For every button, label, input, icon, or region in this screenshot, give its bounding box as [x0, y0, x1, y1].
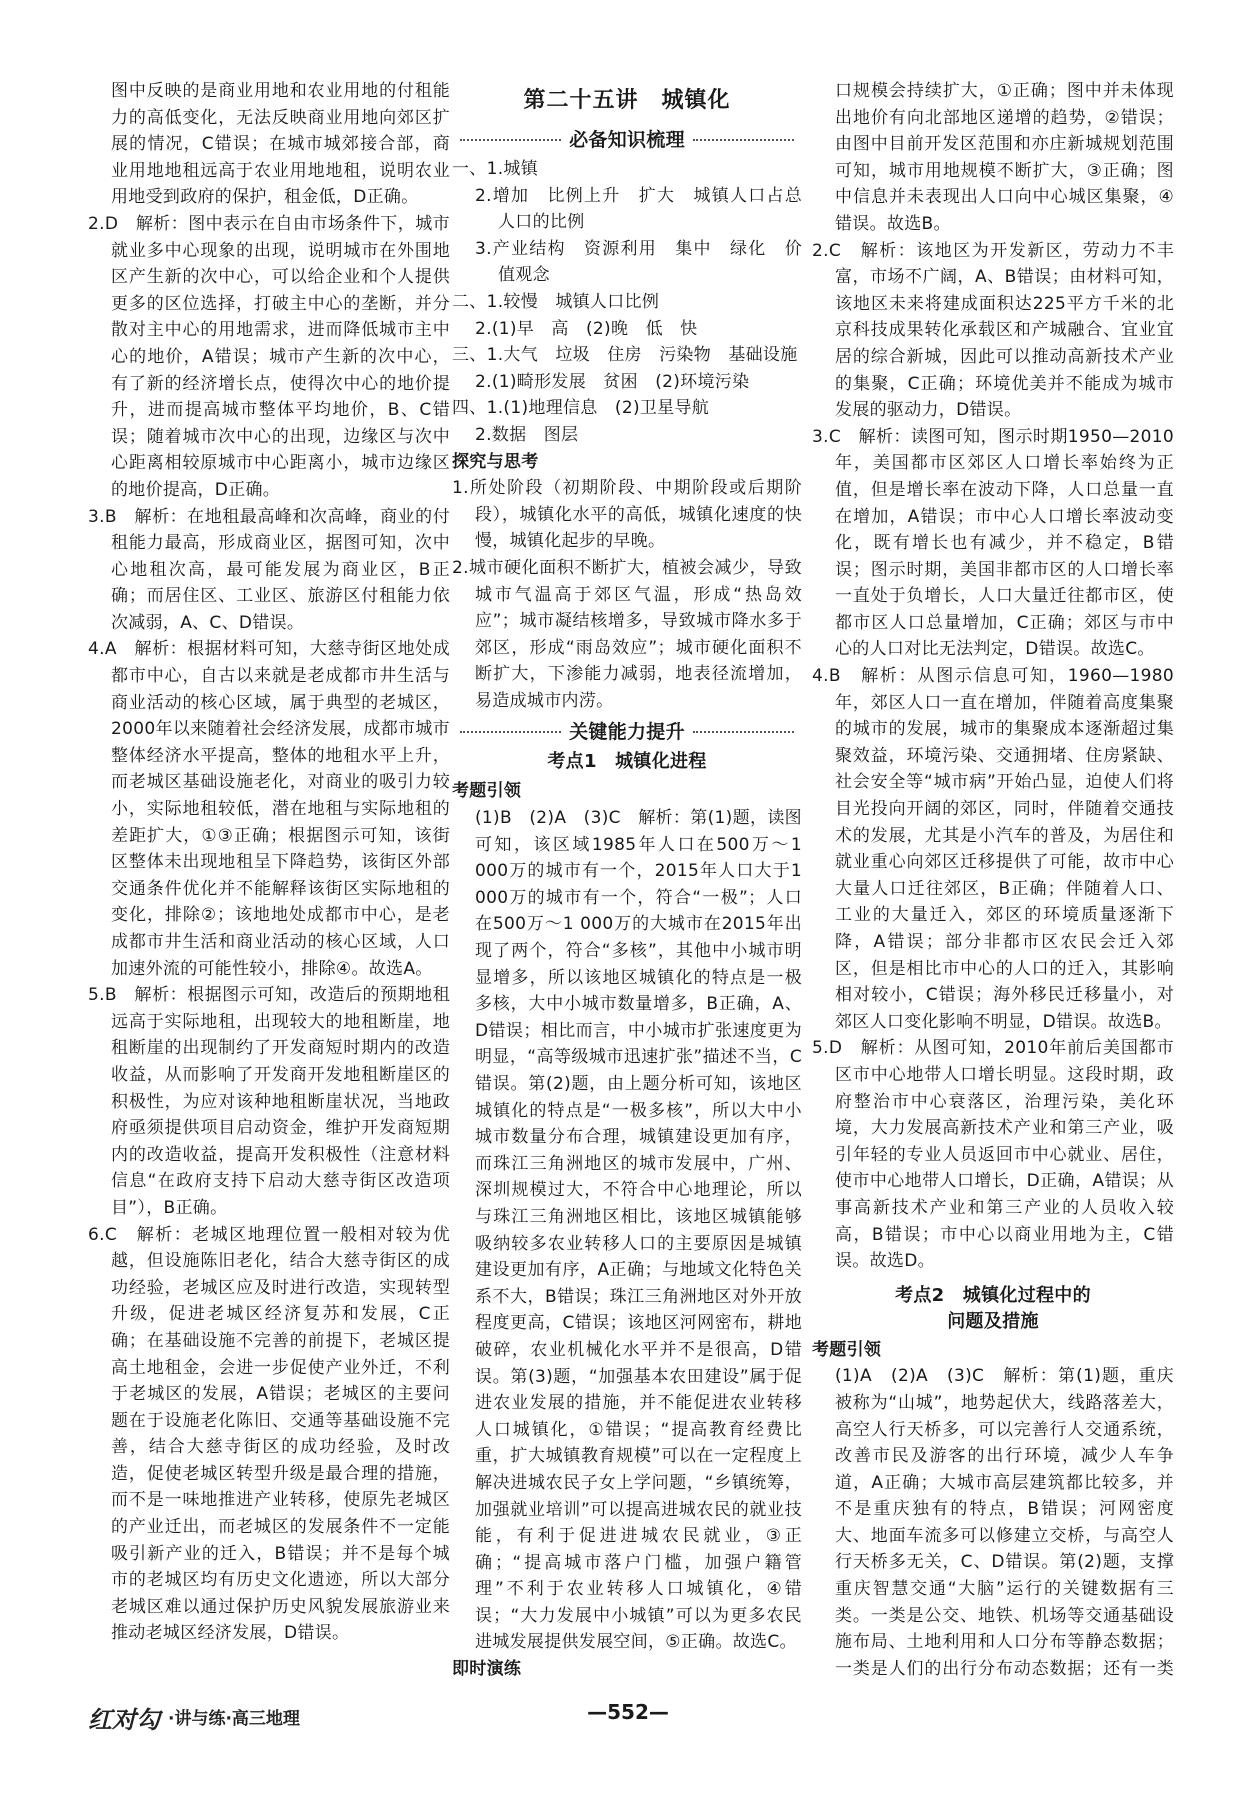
knowledge-line: 3.产业结构 资源利用 集中 绿化 价值观念 — [475, 238, 802, 286]
column-right — [812, 78, 1174, 1678]
topic-title-line: 问题及措施 — [947, 1310, 1039, 1332]
knowledge-line: 2.数据 图层 — [475, 424, 579, 445]
exam-answer: (1)B (2)A (3)C 解析：第(1)题，读图可知，该区域1985年人口在500万～1 000万的城市有一个，2015年人口大于1 000万的城市有一个，符合“一极”；人口在500万～1 000万的大城市在2015年出现了两个，符合“多核”，其他中小城市明显增多，所以该地区城镇化的特点是一极多核，大中小城市数量增多，B正确，A、D错误；相比而言，中小城市扩张速度更为明显，“高等级城市迅速扩张”描述不当，C错误。第(2)题，由上题分析可知，该地区城镇化的特点是“一极多核”，所以大中小城市数量分布合理，城镇建设更加有序，而珠江三角洲地区的城市发展中，广州、深圳规模过大，不符合中心地理论，所以与珠江三角洲地区相比，该地区城镇能够吸纳较多农业转移人口的主要原因是城镇建设更加有序，A正确；与地域文化特色关系不大，B错误；珠江三角洲地区对外开放程度更高，C错误；该地区河网密布，耕地破碎，农业机械化水平并不是很高，D错误。第(3)题，“加强基本农田建设”属于促进农业发展的措施，并不能促进农业转移人口城镇化，①错误；“提高教育经费比重，扩大城镇教育规模”可以在一定程度上解决进城农民子女上学问题，“乡镇统筹，加强就业培训”可以提高进城农民的就业技能，有利于促进进城农民就业，③正确；“提高城市落户门槛，加强户籍管理”不利于农业转移人口城镇化，④错误；“大力发展中小城镇”可以为更多农民进城发展提供发展空间，⑤正确。故选C。 — [475, 808, 802, 1653]
topic-title: 考点1 城镇化进程 — [547, 751, 707, 773]
lecture-title: 第二十五讲 城镇化 — [523, 88, 731, 113]
section-header-ability — [452, 718, 802, 746]
answer-3: 3.B 解析：在地租最高峰和次高峰，商业的付租能力最高，形成商业区，据图可知，次中心地租次高，最可能发展为商业区，B正确；而居住区、工业区、旅游区付租能力依次减弱，A、C、D错误。 — [88, 506, 450, 633]
subheading-explore: 探究与思考 — [452, 451, 539, 472]
answer-2: 2.D 解析：图中表示在自由市场条件下，城市就业多中心现象的出现，说明城市在外围地区产生新的次中心，可以给企业和个人提供更多的区位选择，打破主中心的垄断，并分散对主中心的用地需求，进而降低城市主中心的地价，A错误；城市产生新的次中心，有了新的经济增长点，使得次中心的地价提升，进而提高城市整体平均地价，B、C错误；随着城市次中心的出现，边缘区与次中心距离相较原城市中心距离小，城市边缘区的地价提高，D正确。 — [88, 213, 450, 500]
series-title: ·讲与练·高三地理 — [168, 1709, 300, 1729]
knowledge-line: 一、1.城镇 — [452, 159, 539, 179]
answer-2: 2.C 解析：该地区为开发新区，劳动力不丰富，市场不广阔，A、B错误；由材料可知，该地区未来将建成面积达225平方千米的北京科技成果转化承载区和产城融合、宜业宜居的综合新城，因此可以推动高新技术产业的集聚，C正确；环境优美并不能成为城市发展的驱动力，D错误。 — [812, 240, 1174, 421]
knowledge-line: 三、1.大气 垃圾 住房 污染物 基础设施 — [452, 345, 798, 366]
knowledge-line: 二、1.较慢 城镇人口比例 — [452, 291, 660, 312]
dotted-rule — [460, 139, 561, 141]
column-middle — [452, 78, 802, 1678]
knowledge-line: 2.(1)早 高 (2)晚 低 快 — [475, 318, 698, 339]
page-number: —552— — [587, 1700, 669, 1724]
answer-3: 3.C 解析：读图可知，图示时期1950—2010年，美国都市区郊区人口增长率始终为正值，但是增长率在波动下降，人口总量一直在增加，A错误；市中心人口增长率波动变化，既有增长也有减少，并不稳定，B错误；图示时期，美国非都市区的人口增长率一直处于负增长，人口大量迁往都市区，使都市区人口总量增加，C正确；郊区与市中心的人口对比无法判定，D错误。故选C。 — [812, 426, 1174, 660]
explore-answer: 2.城市硬化面积不断扩大，植被会减少，导致城市气温高于郊区气温，形成“热岛效应”；城市凝结核增多，导致城市降水多于郊区，形成“雨岛效应”；城市硬化面积不断扩大，下渗能力减弱，地表径流增加，易造成城市内涝。 — [452, 557, 802, 711]
explore-answer: 1.所处阶段（初期阶段、中期阶段或后期阶段），城镇化水平的高低，城镇化速度的快慢，城镇化起步的早晚。 — [452, 478, 802, 552]
dotted-rule — [693, 139, 794, 141]
knowledge-line: 2.增加 比例上升 扩大 城镇人口占总人口的比例 — [475, 185, 802, 233]
answer-6: 6.C 解析：老城区地理位置一般相对较为优越，但设施陈旧老化，结合大慈寺街区的成功经验，老城区应及时进行改造，实现转型升级，促进老城区经济复苏和发展，C正确；在基础设施不完善的前提下，老城区提高土地租金，会进一步促使产业外迁，不利于老城区的发展，A错误；老城区的主要问题在于设施老化陈旧、交通等基础设施不完善，结合大慈寺街区的成功经验，及时改造，促使老城区转型升级是最合理的措施，而不是一味地推进产业转移，使原先老城区的产业迁出，而老城区的发展条件不一定能吸引新产业的迁入，B错误；并不是每个城市的老城区均有历史文化遗迹，所以大部分老城区难以通过保护历史风貌发展旅游业来推动老城区经济发展，D错误。 — [88, 1224, 450, 1644]
knowledge-line: 四、1.(1)地理信息 (2)卫星导航 — [452, 398, 710, 419]
subheading-exam: 考题引领 — [452, 781, 522, 802]
topic-title — [812, 1283, 1174, 1335]
subheading-practice: 即时演练 — [452, 1659, 522, 1678]
answer-text: 图中反映的是商业用地和农业用地的付租能力的高低变化，无法反映商业用地向郊区扩展的情况，C错误；在城市城郊接合部，商业用地地租远高于农业用地地租，说明农业用地受到政府的保护，租金低，D正确。 — [111, 81, 450, 208]
footer — [88, 1700, 1174, 1734]
topic-title-line: 考点2 城镇化过程中的 — [895, 1284, 1091, 1306]
column-left — [88, 78, 450, 1678]
knowledge-line: 2.(1)畸形发展 贫困 (2)环境污染 — [475, 371, 750, 392]
answer-5: 5.D 解析：从图可知，2010年前后美国都市区市中心地带人口增长明显。这段时期，政府整治市中心衰落区，治理污染，美化环境，大力发展高新技术产业和第三产业，吸引年轻的专业人员返回市中心就业、居住，使市中心地带人口增长，D正确，A错误；从事高新技术产业和第三产业的人员收入较高，B错误；市中心以商业用地为主，C错误。故选D。 — [812, 1038, 1174, 1272]
brand-logo: 红对勾 — [88, 1705, 160, 1734]
section-header-knowledge — [452, 126, 802, 154]
answer-5: 5.B 解析：根据图示可知，改造后的预期地租远高于实际地租，出现较大的地租断崖，地租断崖的出现制约了开发商短时期内的改造收益，从而影响了开发商开发地租断崖区的积极性，为应对该种地租断崖状况，当地政府亟须提供项目启动资金，维护开发商短期内的改造收益，提高开发积极性（注意材料信息“在政府支持下启动大慈寺街区改造项目”），B正确。 — [88, 985, 450, 1218]
answer-4: 4.A 解析：根据材料可知，大慈寺街区地处成都市中心，自古以来就是老成都市井生活与商业活动的核心区域，属于典型的老城区，2000年以来随着社会经济发展，成都市城市整体经济水平提高，整体的地租水平上升，而老城区基础设施老化，对商业的吸引力较小，实际地租较低，潜在地租与实际地租的差距扩大，①③正确；根据图示可知，该街区整体未出现地租呈下降趋势，该街区外部交通条件优化并不能解释该街区实际地租的变化，排除②；该地地处成都市中心，是老成都市井生活和商业活动的核心区域，人口加速外流的可能性较小，排除④。故选A。 — [88, 639, 450, 979]
dotted-rule — [460, 731, 561, 733]
exam-answer: (1)A (2)A (3)C 解析：第(1)题，重庆被称为“山城”，地势起伏大，线路落差大，高空人行天桥多，可以完善行人交通系统，改善市民及游客的出行环境，减少人车争道，A正确；大城市高层建筑都比较多，并不是重庆独有的特点，B错误；河网密度大、地面车流多可以修建立交桥，与高空人行天桥多无关，C、D错误。第(2)题，支撑重庆智慧交通“大脑”运行的关键数据有三类。一类是公交、地铁、机场等交通基础设施布局、土地利用和人口分布等静态数据；一类是人们的出行分布动态数据；还有一类 — [835, 1366, 1174, 1678]
answer-text: 口规模会持续扩大，①正确；图中并未体现出地价有向北部地区递增的趋势，②错误；由图中目前开发区范围和亦庄新城规划范围可知，城市用地规模不断扩大，③正确；图中信息并未表现出人口向中心城区集聚，④错误。故选B。 — [835, 81, 1174, 234]
subheading-exam: 考题引领 — [812, 1339, 882, 1360]
answer-4: 4.B 解析：从图示信息可知，1960—1980年，郊区人口一直在增加，伴随着高度集聚的城市的发展，城市的集聚成本逐渐超过集聚效益，环境污染、交通拥堵、住房紧缺、社会安全等“城市病”开始凸显，迫使人们将目光投向开阔的郊区，同时，伴随着交通技术的发展，尤其是小汽车的普及，为居住和就业重心向郊区迁移提供了可能，故市中心大量人口迁往郊区，B正确；伴随着人口、工业的大量迁入，郊区的环境质量逐渐下降，A错误；部分非都市区农民会迁入郊区，但是相比市中心的人口的迁入，其影响相对较小，C错误；海外移民迁移量小，对郊区人口变化影响不明显，D错误。故选B。 — [812, 666, 1174, 1032]
section-title: 关键能力提升 — [569, 721, 685, 744]
dotted-rule — [693, 731, 794, 733]
section-title: 必备知识梳理 — [569, 129, 685, 151]
